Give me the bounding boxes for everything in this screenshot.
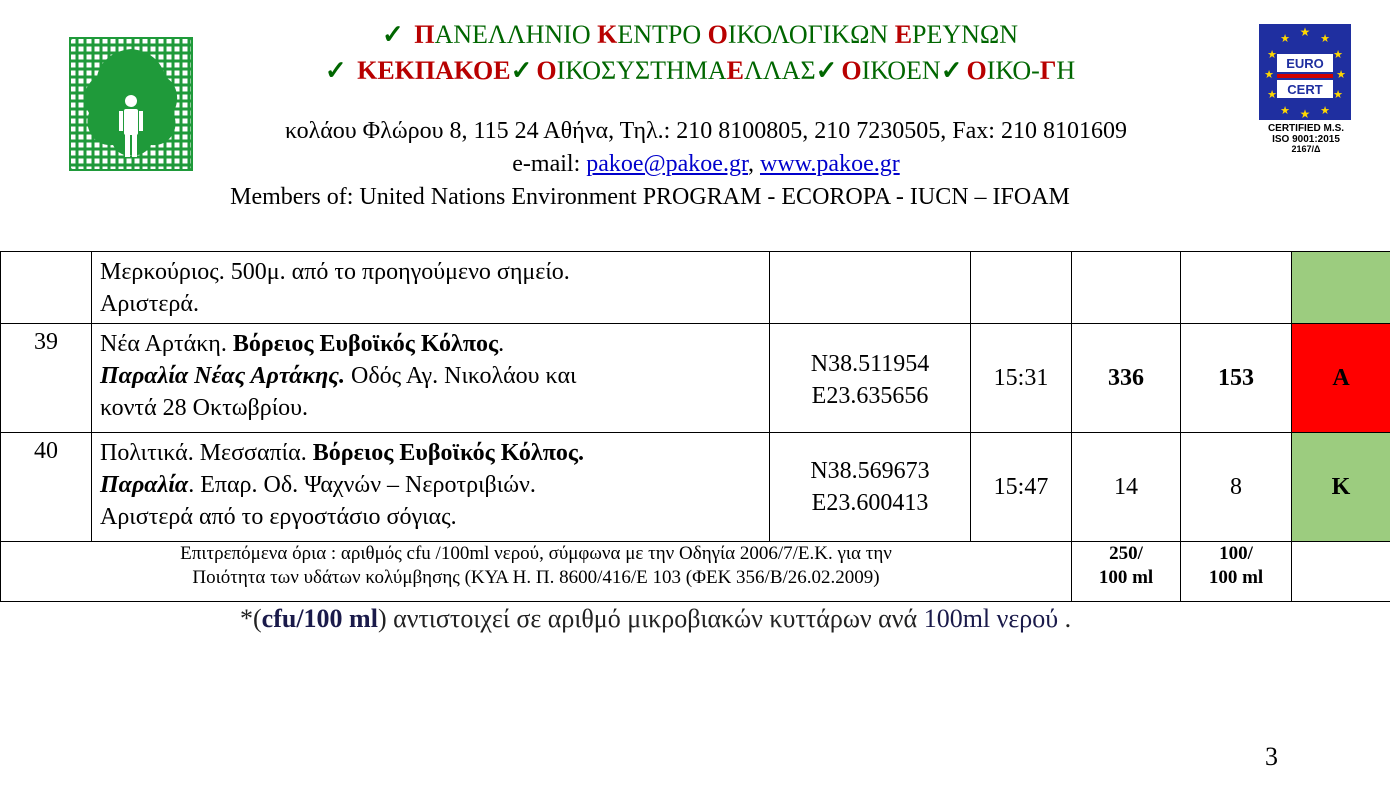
- value-1: 14: [1072, 433, 1181, 542]
- svg-text:★: ★: [1320, 32, 1330, 45]
- svg-text:★: ★: [1299, 25, 1311, 39]
- organization-name: ✓ ΠΑΝΕΛΛΗΝΙΟ ΚΕΝΤΡΟ ΟΙΚΟΛΟΓΙΚΩΝ ΕΡΕΥΝΩΝ: [381, 20, 1019, 49]
- checkmark-icon: ✓: [510, 56, 533, 85]
- pakoe-logo: [69, 37, 193, 171]
- value-2: 8: [1181, 433, 1292, 542]
- checkmark-icon: ✓: [940, 56, 963, 85]
- members-line: Members of: United Nations Environment PROGRAM - ECOROPA - IUCN – IFOAM: [230, 184, 1070, 210]
- address-line: κολάου Φλώρου 8, 115 24 Αθήνα, Τηλ.: 210 8100805, 210 7230505, Fax: 210 8101609: [285, 118, 1127, 144]
- website-link[interactable]: www.pakoe.gr: [759, 151, 900, 177]
- row-number: 40: [1, 433, 92, 542]
- organization-network: ✓ ΚΕΚΠΑΚΟΕ✓ ΟΙΚΟΣΥΣΤΗΜΑΕΛΛΑΣ✓ ΟΙΚΟΕΝ✓ ΟΙΚΟ-ΓΗ: [324, 56, 1076, 85]
- table-row: [1, 324, 1390, 433]
- cert-line-2: ISO 9001:2015: [1272, 133, 1340, 145]
- checkmark-icon: ✓: [815, 56, 838, 85]
- svg-text:★: ★: [1264, 68, 1274, 81]
- location-description: Πολιτικά. Μεσσαπία. Βόρειος Ευβοϊκός Κόλπος. Παραλία. Επαρ. Οδ. Ψαχνών – Νεροτριβιών. Αριστερά από το εργοστάσιο σόγιας.: [92, 433, 770, 542]
- row-number: 39: [1, 324, 92, 433]
- value-2: 153: [1181, 324, 1292, 433]
- page-number: 3: [1265, 742, 1278, 771]
- limit-1: 250/ 100 ml: [1072, 542, 1181, 602]
- quality-grade: [1292, 252, 1390, 324]
- row-number: [1, 252, 92, 324]
- table-row: [1, 252, 1390, 324]
- value-1: 336: [1072, 324, 1181, 433]
- quality-grade: A: [1292, 324, 1390, 433]
- svg-text:★: ★: [1336, 68, 1346, 81]
- svg-text:★: ★: [1280, 104, 1290, 117]
- sample-time: 15:31: [971, 324, 1072, 433]
- sample-time: 15:47: [971, 433, 1072, 542]
- svg-text:★: ★: [1299, 107, 1311, 121]
- svg-text:★: ★: [1333, 48, 1343, 61]
- certification-text: [1248, 124, 1364, 154]
- limit-2: 100/ 100 ml: [1181, 542, 1292, 602]
- svg-text:★: ★: [1267, 88, 1277, 101]
- sample-time: [971, 252, 1072, 324]
- table-row: [1, 433, 1390, 542]
- limits-note: Επιτρεπόμενα όρια : αριθμός cfu /100ml νερού, σύμφωνα με την Οδηγία 2006/7/Ε.Κ. για την Ποιότητα των υδάτων κολύμβησης (ΚΥΑ Η. Π. 8600/416/Ε 103 (ΦΕΚ 356/Β/26.02.2009): [1, 542, 1072, 602]
- limits-row: [1, 542, 1390, 602]
- checkmark-icon: ✓: [381, 20, 404, 49]
- cert-line-1: CERTIFIED M.S.: [1267, 123, 1345, 134]
- svg-text:★: ★: [1333, 88, 1343, 101]
- svg-text:CERT: CERT: [1287, 82, 1323, 97]
- footnote: *(cfu/100 ml) αντιστοιχεί σε αριθμό μικροβιακών κυττάρων ανά 100ml νερού .: [240, 604, 1072, 633]
- svg-text:★: ★: [1280, 32, 1290, 45]
- value-1: [1072, 252, 1181, 324]
- contact-line: e-mail: pakoe@pakoe.gr, www.pakoe.gr: [512, 151, 900, 177]
- svg-text:EURO: EURO: [1286, 56, 1324, 71]
- email-link[interactable]: pakoe@pakoe.gr: [586, 151, 748, 177]
- empty-cell: [1292, 542, 1390, 602]
- coordinates: [770, 252, 971, 324]
- checkmark-icon: ✓: [324, 56, 347, 85]
- coordinates: N38.511954 E23.635656: [770, 324, 971, 433]
- location-description: Μερκούριος. 500μ. από το προηγούμενο σημείο. Αριστερά.: [92, 252, 770, 324]
- svg-text:★: ★: [1320, 104, 1330, 117]
- svg-text:★: ★: [1267, 48, 1277, 61]
- location-description: Νέα Αρτάκη. Βόρειος Ευβοϊκός Κόλπος. Παραλία Νέας Αρτάκης. Οδός Αγ. Νικολάου και κοντά 28 Οκτωβρίου.: [92, 324, 770, 433]
- quality-grade: K: [1292, 433, 1390, 542]
- cert-line-3: 2167/Δ: [1291, 144, 1321, 154]
- value-2: [1181, 252, 1292, 324]
- results-table: [0, 251, 1390, 602]
- coordinates: N38.569673 E23.600413: [770, 433, 971, 542]
